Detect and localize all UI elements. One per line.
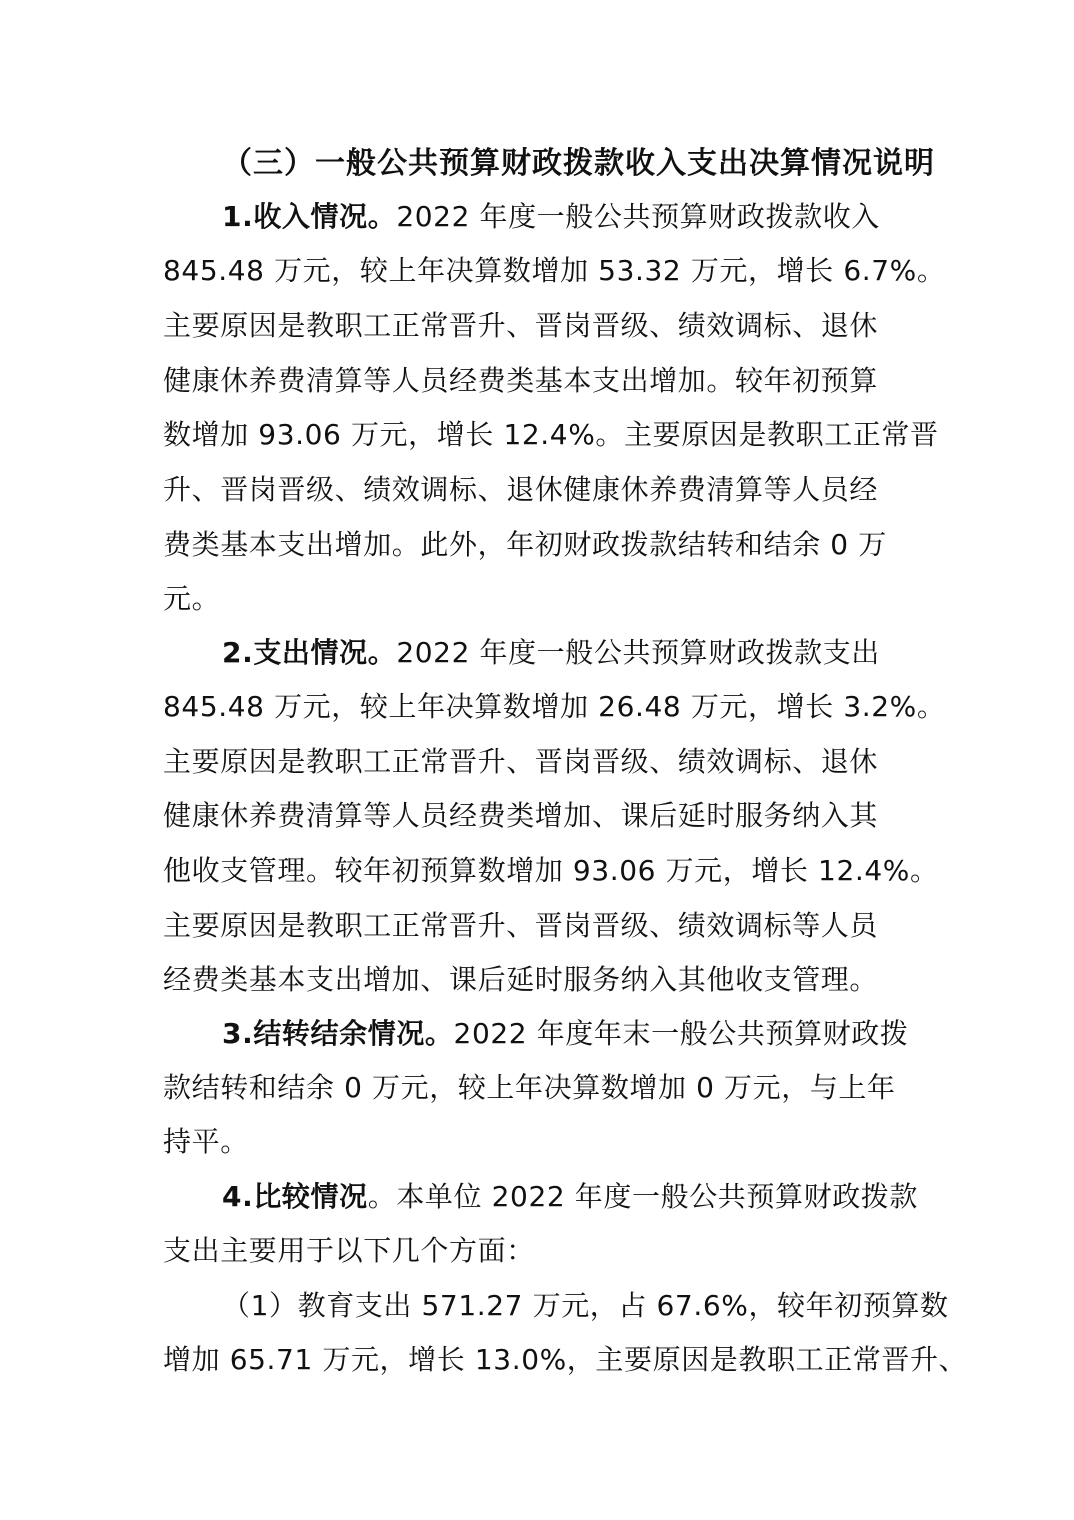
p2-line-6: 主要原因是教职工正常晋升、晋岗晋级、绩效调标等人员: [163, 909, 879, 942]
p3-line-1: [222, 1014, 909, 1054]
p5-line-2: 增加 65.71 万元，增长 13.0%，主要原因是教职工正常晋升、: [163, 1343, 968, 1376]
p2-lead: 2.支出情况。: [222, 636, 397, 669]
p2-line-2: 845.48 万元，较上年决算数增加 26.48 万元，增长 3.2%。: [163, 690, 946, 723]
p3-lead: 3.结转结余情况。: [222, 1017, 454, 1050]
p1-line-5: 数增加 93.06 万元，增长 12.4%。主要原因是教职工正常晋: [163, 418, 939, 451]
p3-text-1: 2022 年度年末一般公共预算财政拨: [453, 1017, 909, 1050]
p1-text-1: 2022 年度一般公共预算财政拨款收入: [396, 200, 880, 233]
p1-line-4: 健康休养费清算等人员经费类基本支出增加。较年初预算: [163, 364, 879, 397]
p2-text-1: 2022 年度一般公共预算财政拨款支出: [396, 636, 880, 669]
p2-line-4: 健康休养费清算等人员经费类增加、课后延时服务纳入其: [163, 799, 879, 832]
p2-line-7: 经费类基本支出增加、课后延时服务纳入其他收支管理。: [163, 963, 879, 996]
p4-line-2: 支出主要用于以下几个方面：: [163, 1234, 535, 1267]
p4-line-1: [222, 1177, 918, 1217]
p1-line-2: 845.48 万元，较上年决算数增加 53.32 万元，增长 6.7%。: [163, 254, 946, 287]
p5-line-1: （1）教育支出 571.27 万元，占 67.6%，较年初预算数: [222, 1289, 949, 1322]
p2-line-1: [222, 633, 880, 673]
p4-text-1: 。本单位 2022 年度一般公共预算财政拨款: [367, 1180, 918, 1213]
p1-line-6: 升、晋岗晋级、绩效调标、退休健康休养费清算等人员经: [163, 473, 879, 506]
section-heading: （三）一般公共预算财政拨款收入支出决算情况说明: [222, 146, 935, 181]
p3-line-2: 款结转和结余 0 万元，较上年决算数增加 0 万元，与上年: [163, 1071, 896, 1104]
p1-line-8: 元。: [163, 582, 221, 615]
p1-line-1: [222, 197, 880, 237]
p4-lead: 4.比较情况: [222, 1180, 368, 1213]
p1-lead: 1.收入情况。: [222, 200, 397, 233]
p1-line-3: 主要原因是教职工正常晋升、晋岗晋级、绩效调标、退休: [163, 309, 879, 342]
p3-line-3: 持平。: [163, 1125, 249, 1158]
p2-line-3: 主要原因是教职工正常晋升、晋岗晋级、绩效调标、退休: [163, 745, 879, 778]
p2-line-5: 他收支管理。较年初预算数增加 93.06 万元，增长 12.4%。: [163, 854, 939, 887]
p1-line-7: 费类基本支出增加。此外，年初财政拨款结转和结余 0 万: [163, 528, 887, 561]
